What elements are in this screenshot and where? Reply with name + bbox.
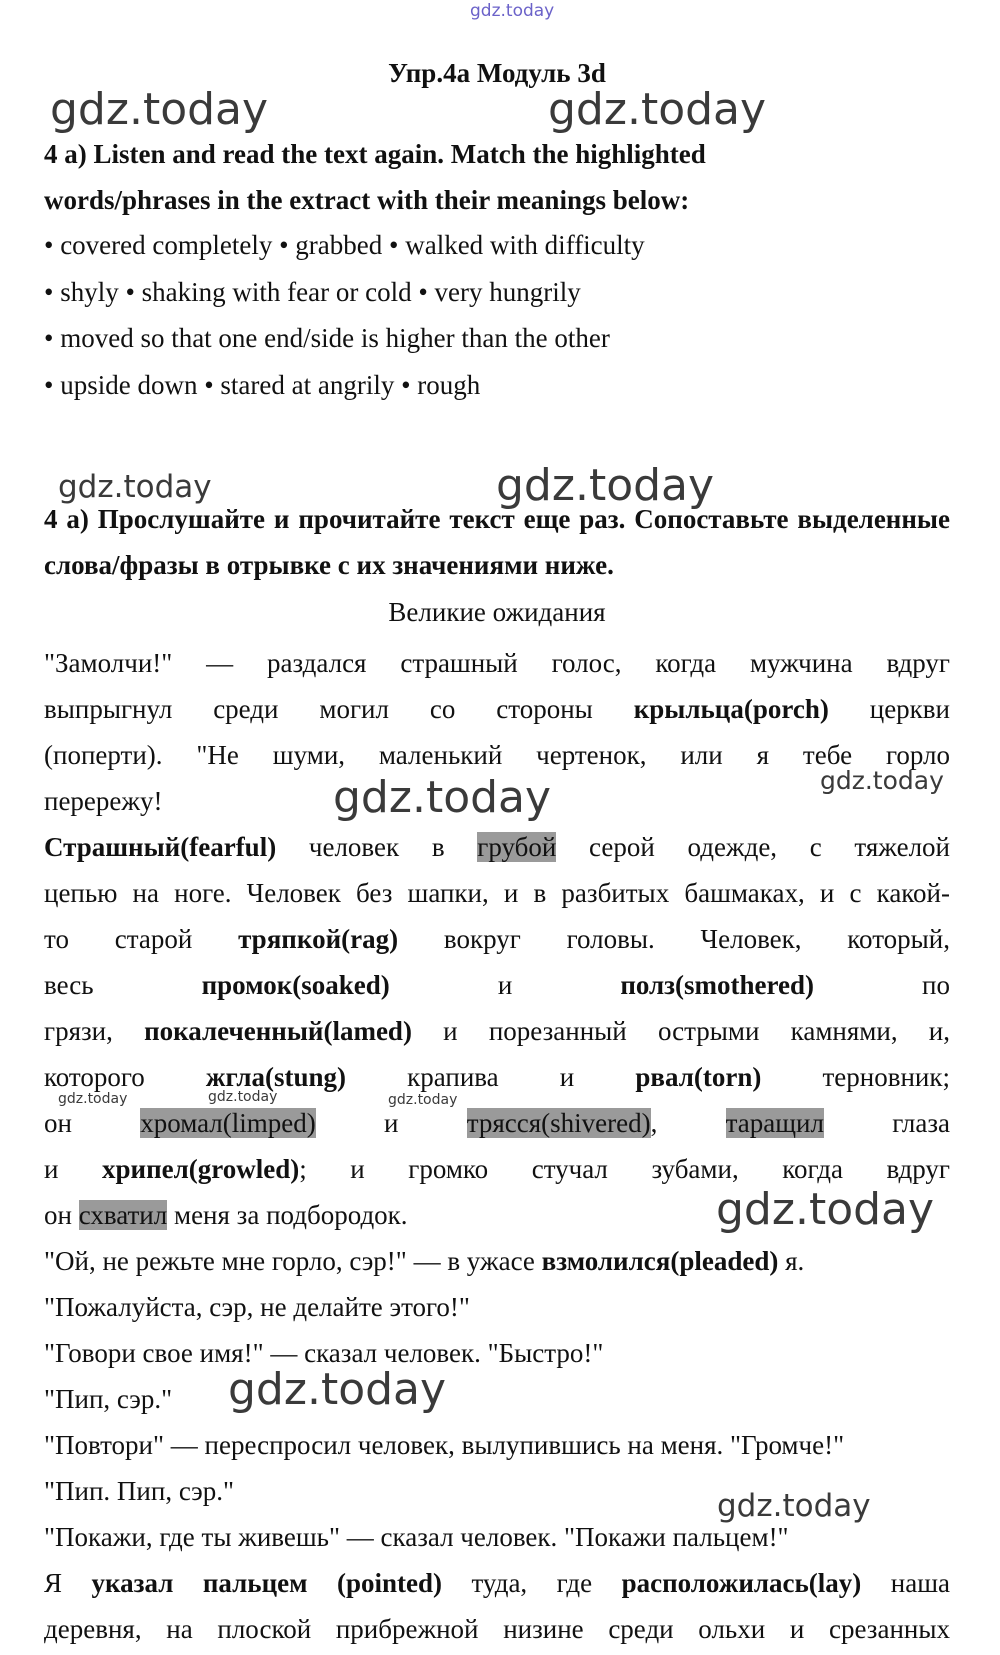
term: взмолился(pleaded) [541,1246,779,1276]
story-line: которого жгла(stung) крапива и рвал(torn) терновник; [44,1062,950,1092]
meanings-line: • upside down • stared at angrily • rough [44,369,481,400]
story-line: весь промок(soaked) и полз(smothered) по [44,970,951,1000]
story-line: "Пип. Пип, сэр." [44,1476,234,1506]
story-line: Страшный(fearful) человек в грубой серой одежде, с тяжелой [44,832,950,862]
highlighted-word: схватил [78,1200,168,1230]
story-line: грязи, покалеченный(lamed) и порезанный острыми камнями, и, [44,1016,950,1046]
story-line: и хрипел(growled); и громко стучал зубами, когда вдруг [44,1154,951,1184]
story-line: "Замолчи!" — раздался страшный голос, когда мужчина вдруг [44,648,950,678]
watermark: gdz.today [333,772,552,823]
watermark: gdz.today [228,1364,447,1415]
highlighted-word: трясся(shivered) [466,1108,651,1138]
task-russian: 4 а) Прослушайте и прочитайте текст еще раз. Сопоставьте выделенные слова/фразы в отрывке с их значениями ниже. [44,504,950,580]
story-line: Я указал пальцем (pointed) туда, где расположилась(lay) наша [44,1568,950,1598]
story-line: "Покажи, где ты живешь" — сказал человек. "Покажи пальцем!" [44,1522,789,1552]
term: промок(soaked) [201,970,390,1000]
story-line: деревня, на плоской прибрежной низине среди ольхи и срезанных [44,1614,950,1644]
story-line: цепью на ноге. Человек без шапки, и в разбитых башмаках, и с какой- [44,878,950,908]
term: расположилась(lay) [621,1568,862,1598]
watermark: gdz.today [208,1089,278,1105]
watermark: gdz.today [548,84,767,135]
term: Страшный(fearful) [44,832,277,862]
term: тряпкой(rag) [238,924,399,954]
task-english [44,131,924,223]
story-line: перережу! [44,786,163,816]
watermark: gdz.today [58,469,212,505]
watermark: gdz.today [820,766,944,795]
meanings-list [44,222,645,408]
highlighted-word: хромал(limped) [140,1108,316,1138]
watermark: gdz.today [496,460,715,511]
story-text [44,640,950,1652]
highlighted-word: таращил [725,1108,824,1138]
term: полз(smothered) [620,970,814,1000]
watermark: gdz.today [717,1488,871,1524]
term: хрипел(growled) [102,1154,300,1184]
story-line: (поперти). "Не шуми, маленький чертенок, или я тебе горло [44,740,950,770]
meanings-line: • shyly • shaking with fear or cold • very hungrily [44,276,581,307]
watermark: gdz.today [388,1092,458,1108]
term: указал пальцем (pointed) [91,1568,442,1598]
meanings-line: • moved so that one end/side is higher than the other [44,323,610,353]
highlighted-word: грубой [477,832,557,862]
term: крыльца(porch) [633,694,829,724]
watermark: gdz.today [58,1091,128,1107]
story-line: "Ой, не режьте мне горло, сэр!" — в ужасе взмолился(pleaded) я. [44,1246,805,1276]
page-title: Упр.4а Модуль 3d [388,58,606,88]
task-english-line: 4 a) Listen and read the text again. Match the highlighted [44,139,706,169]
task-english-line: words/phrases in the extract with their meanings below: [44,185,690,215]
story-title: Великие ожидания [388,597,606,627]
term: рвал(torn) [635,1062,762,1092]
watermark: gdz.today [50,84,269,135]
watermark-top: gdz.today [470,1,555,21]
term: покалеченный(lamed) [144,1016,412,1046]
story-line: "Повтори" — переспросил человек, вылупившись на меня. "Громче!" [44,1430,845,1460]
story-line: он хромал(limped) и трясся(shivered), таращил глаза [44,1108,951,1138]
story-line: "Говори свое имя!" — сказал человек. "Быстро!" [44,1338,604,1368]
story-line: он схватил меня за подбородок. [44,1200,408,1230]
story-line: выпрыгнул среди могил со стороны крыльца(porch) церкви [44,694,950,724]
story-line: то старой тряпкой(rag) вокруг головы. Человек, который, [44,924,950,954]
story-line: "Пожалуйста, сэр, не делайте этого!" [44,1292,470,1322]
meanings-line: • covered completely • grabbed • walked with difficulty [44,230,645,260]
term: жгла(stung) [205,1062,347,1092]
story-line: "Пип, сэр." [44,1384,173,1414]
watermark: gdz.today [716,1184,935,1235]
